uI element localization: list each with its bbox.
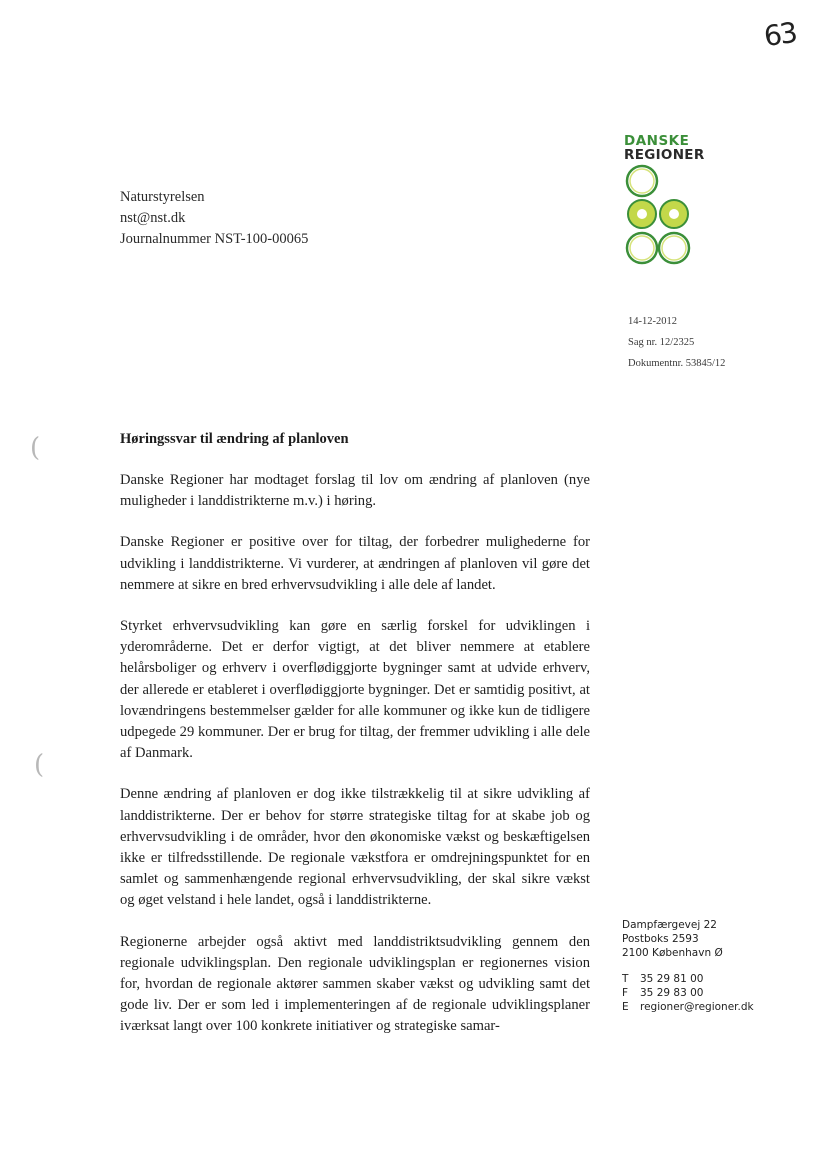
fax-key: F <box>622 987 629 999</box>
logo-wordmark <box>624 134 705 162</box>
email-key: E <box>622 1001 629 1013</box>
address-pobox: Postboks 2593 <box>622 933 699 945</box>
fax-value: 35 29 83 00 <box>640 987 704 999</box>
contact-lines <box>622 972 754 1014</box>
recipient-email: nst@nst.dk <box>120 210 186 226</box>
phone-key: T <box>622 973 629 985</box>
logo-line-2: REGIONER <box>624 147 705 163</box>
recipient-journal-number: Journalnummer NST-100-00065 <box>120 231 309 247</box>
danske-regioner-logo-icon <box>622 164 702 268</box>
sender-contact-block <box>622 918 754 1014</box>
recipient-block <box>120 187 308 250</box>
letter-subject: Høringssvar til ændring af planloven <box>120 431 349 447</box>
contact-phone <box>622 972 754 986</box>
punch-hole-mark: ( <box>34 750 45 780</box>
body-paragraph: Danske Regioner har modtaget forslag til lov om ændring af planloven (nye muligheder i landdistrikterne m.v.) i høring. <box>120 472 590 510</box>
handwritten-page-number: 63 <box>761 15 798 54</box>
body-paragraph: Denne ændring af planloven er dog ikke tilstrækkelig til at sikre udvikling af landdistrikterne. Der er behov for større strategiske tiltag for at skabe job og erhvervsudvikling i de områder, hvor den økonomiske vækst og beskæftigelsen ikke er tilfredsstillende. De regionale vækstfora er omdrejningspunktet for en samlet og sammenhængende regional erhvervsudvikling, der skal sikre vækst og øget velstand i hele landet, også i landdistrikterne. <box>120 786 590 909</box>
phone-value: 35 29 81 00 <box>640 973 704 985</box>
contact-fax <box>622 986 754 1000</box>
body-paragraph: Danske Regioner er positive over for tiltag, der forbedrer mulighederne for udvikling i landdistrikterne. Vi vurderer, at ændringen af planloven vil gøre det nemmere at sikre en bred erhvervsudvikling i alle dele af landet. <box>120 534 590 593</box>
contact-email <box>622 1000 754 1014</box>
sender-address <box>622 918 754 960</box>
body-paragraph: Styrket erhvervsudvikling kan gøre en særlig forskel for udviklingen i yderområderne. Det er derfor vigtigt, at det bliver nemmere at etablere helårsboliger og erhverv i overflødiggjorte bygninger samt at udvide erhverv, der allerede er etableret i overflødiggjorte bygninger. Det er samtidig positivt, at lovændringens bestemmelser gælder for alle kommuner og ikke kun de tidligere udpegede 29 kommuner. Der er brug for tiltag, der fremmer udvikling i alle dele af Danmark. <box>120 618 590 762</box>
document-meta <box>628 311 725 374</box>
address-city: 2100 København Ø <box>622 947 723 959</box>
logo-line-1: DANSKE <box>624 133 690 149</box>
recipient-name: Naturstyrelsen <box>120 189 205 205</box>
email-value: regioner@regioner.dk <box>640 1001 754 1013</box>
punch-hole-mark: ( <box>30 433 41 463</box>
letter-body <box>120 470 590 1058</box>
meta-case-number: Sag nr. 12/2325 <box>628 337 695 348</box>
body-paragraph: Regionerne arbejder også aktivt med landdistriktsudvikling gennem den regionale udviklingsplan. Den regionale udviklingsplan er regionernes vision for, hvordan de regionale aktører sammen skaber vækst og udvikling samt det gode liv. Der er som led i implementeringen af de regionale udviklingsplaner iværksat langt over 100 konkrete initiativer og strategiske samar- <box>120 933 590 1035</box>
address-street: Dampfærgevej 22 <box>622 919 717 931</box>
meta-document-number: Dokumentnr. 53845/12 <box>628 358 726 369</box>
meta-date: 14-12-2012 <box>628 316 677 327</box>
